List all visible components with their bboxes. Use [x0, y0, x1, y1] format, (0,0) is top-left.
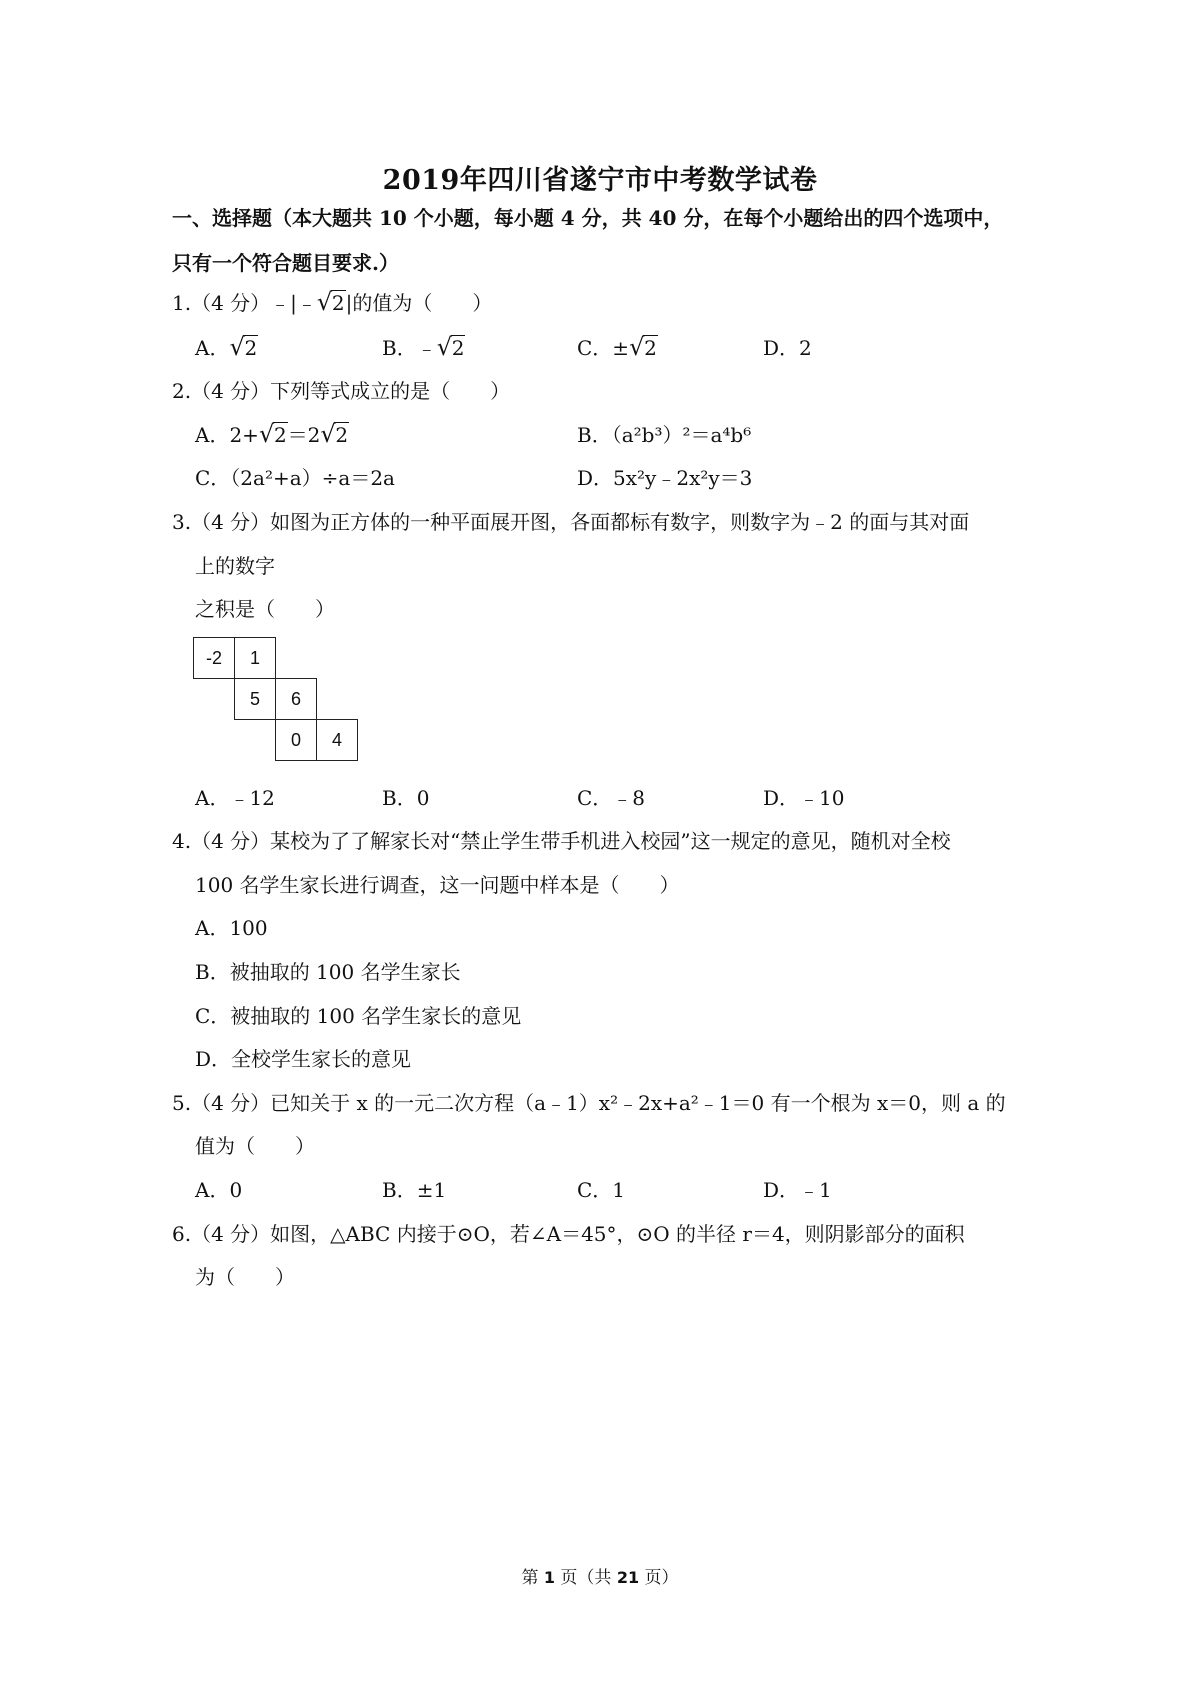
net-cell: -2 — [193, 637, 235, 679]
q5-option-b[interactable]: B．±1 — [382, 1178, 447, 1202]
q1-option-b[interactable]: B．﹣ √ 2 — [382, 333, 465, 361]
cube-net-figure — [193, 637, 373, 777]
section-heading-cont: 只有一个符合题目要求.） — [172, 251, 399, 275]
q2-option-b[interactable]: B．（a²b³）²＝a⁴b⁶ — [577, 423, 752, 447]
question-4-stem: 4.（4 分）某校为了了解家长对“禁止学生带手机进入校园”这一规定的意见，随机对全校 — [172, 829, 951, 853]
q2-option-d[interactable]: D．5x²y﹣2x²y＝3 — [577, 466, 753, 490]
q4-option-d[interactable]: D．全校学生家长的意见 — [195, 1047, 412, 1071]
page-footer: 第 1 页（共 21 页） — [521, 1568, 679, 1588]
q1-option-a[interactable]: A． √ 2 — [195, 333, 258, 361]
page-total: 21 — [616, 1568, 640, 1587]
question-5-stem-cont: 值为（ ） — [195, 1134, 315, 1158]
q5-option-a[interactable]: A．0 — [195, 1178, 243, 1202]
q2-option-c[interactable]: C．（2a²+a）÷a＝2a — [195, 466, 395, 490]
q4-option-c[interactable]: C．被抽取的 100 名学生家长的意见 — [195, 1004, 522, 1028]
sqrt-symbol: √ 2 — [316, 288, 345, 316]
q4-option-a[interactable]: A．100 — [195, 916, 268, 940]
question-3-stem-cont: 上的数字 — [195, 554, 275, 578]
net-cell: 6 — [275, 678, 317, 720]
q3-option-d[interactable]: D．﹣10 — [763, 786, 845, 810]
q1-option-d[interactable]: D．2 — [763, 336, 812, 360]
q2-option-a[interactable]: A．2+ √ 2＝2 √ 2 — [195, 420, 349, 448]
question-2-stem: 2.（4 分）下列等式成立的是（ ） — [172, 379, 511, 403]
section-heading: 一、选择题（本大题共 10 个小题，每小题 4 分，共 40 分，在每个小题给出的四个选项中， — [172, 206, 1004, 230]
page-title: 2019年四川省遂宁市中考数学试卷 — [382, 165, 818, 196]
question-4-stem-cont: 100 名学生家长进行调查，这一问题中样本是（ ） — [195, 873, 680, 897]
question-3-stem-cont2: 之积是（ ） — [195, 597, 335, 621]
question-5-stem: 5.（4 分）已知关于 x 的一元二次方程（a﹣1）x²﹣2x+a²﹣1＝0 有一个根为 x＝0，则 a 的 — [172, 1091, 1006, 1115]
q5-option-d[interactable]: D．﹣1 — [763, 1178, 832, 1202]
question-1-stem: 1.（4 分）﹣|﹣ √ 2|的值为（ ） — [172, 288, 493, 316]
question-6-stem-cont: 为（ ） — [195, 1265, 295, 1289]
q4-option-b[interactable]: B．被抽取的 100 名学生家长 — [195, 960, 461, 984]
net-cell: 1 — [234, 637, 276, 679]
q3-option-a[interactable]: A．﹣12 — [195, 786, 275, 810]
net-cell: 4 — [316, 719, 358, 761]
q1-option-c[interactable]: C．± √ 2 — [577, 333, 657, 361]
q5-option-c[interactable]: C．1 — [577, 1178, 626, 1202]
page-number: 1 — [543, 1568, 556, 1587]
q3-option-b[interactable]: B．0 — [382, 786, 430, 810]
net-cell: 5 — [234, 678, 276, 720]
q3-option-c[interactable]: C．﹣8 — [577, 786, 646, 810]
question-3-stem: 3.（4 分）如图为正方体的一种平面展开图，各面都标有数字，则数字为﹣2 的面与其对面 — [172, 510, 970, 534]
question-6-stem: 6.（4 分）如图，△ABC 内接于⊙O，若∠A＝45°，⊙O 的半径 r＝4，则阴影部分的面积 — [172, 1222, 965, 1246]
net-cell: 0 — [275, 719, 317, 761]
